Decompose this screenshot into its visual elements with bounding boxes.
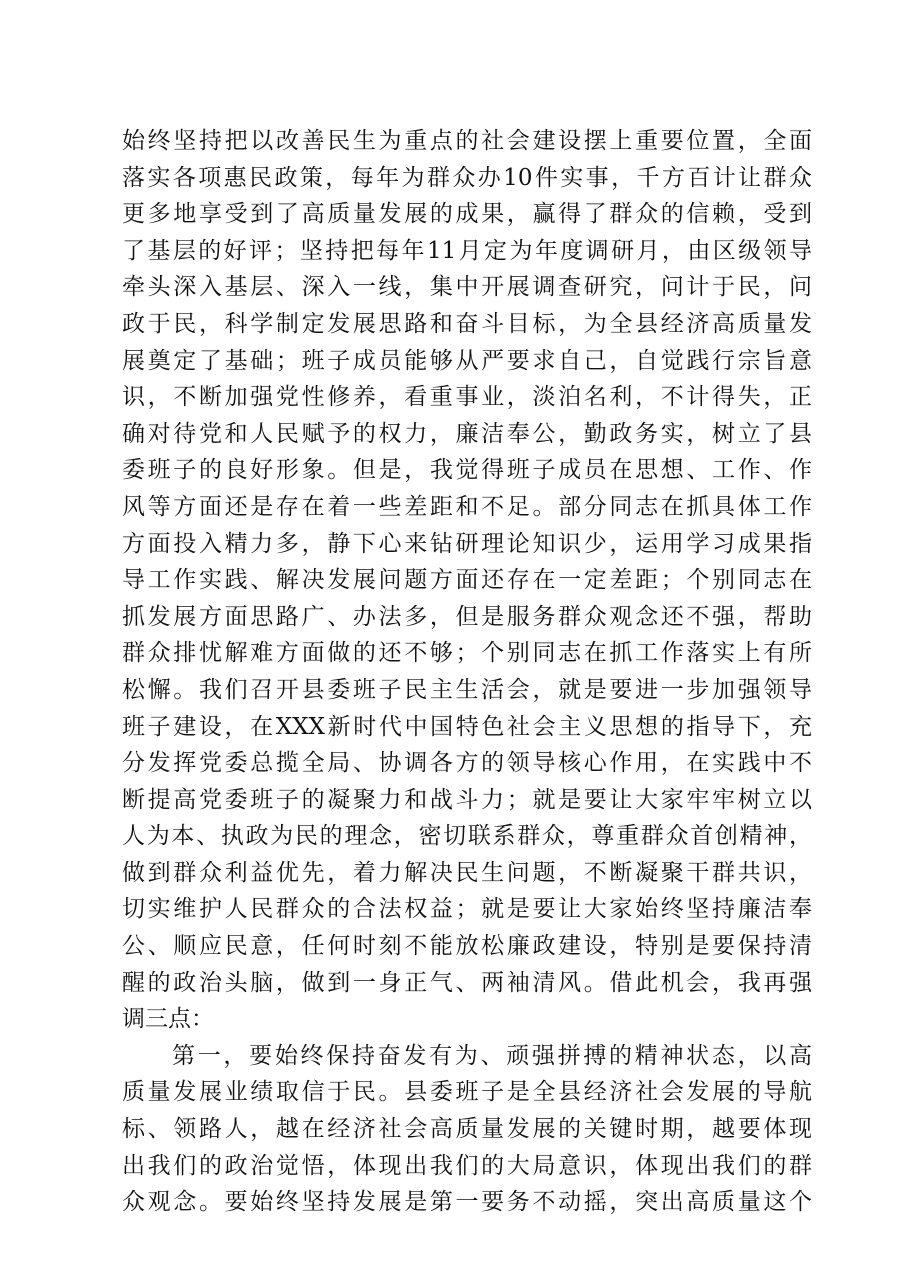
text-line: 分发挥党委总揽全局、协调各方的领导核心作用，在实践中不 bbox=[122, 750, 812, 777]
text-line: 众观念。要始终坚持发展是第一要务不动摇，突出高质量这个 bbox=[122, 1189, 812, 1216]
body-text bbox=[122, 123, 812, 1221]
text-line: 识，不断加强党性修养，看重事业，淡泊名利，不计得失，正 bbox=[122, 384, 812, 411]
text-line: 公、顺应民意，任何时刻不能放松廉政建设，特别是要保持清 bbox=[122, 933, 812, 960]
text-line: 群众排忧解难方面做的还不够；个别同志在抓工作落实上有所 bbox=[122, 640, 812, 667]
paragraph-start-line: 第一，要始终保持奋发有为、顽强拼搏的精神状态，以高 bbox=[172, 1042, 812, 1069]
text-line: 人为本、执政为民的理念，密切联系群众，尊重群众首创精神， bbox=[122, 823, 812, 850]
text-line: 做到群众利益优先，着力解决民生问题，不断凝聚干群共识， bbox=[122, 859, 812, 886]
text-line: 始终坚持把以改善民生为重点的社会建设摆上重要位置，全面 bbox=[122, 128, 812, 154]
text-line: 委班子的良好形象。但是，我觉得班子成员在思想、工作、作 bbox=[122, 457, 812, 484]
text-line: 方面投入精力多，静下心来钻研理论知识少，运用学习成果指 bbox=[122, 530, 812, 557]
text-line: 确对待党和人民赋予的权力，廉洁奉公，勤政务实，树立了县 bbox=[122, 420, 812, 447]
text-line: 牵头深入基层、深入一线，集中开展调查研究，问计于民，问 bbox=[122, 274, 812, 301]
text-line: 展奠定了基础；班子成员能够从严要求自己，自觉践行宗旨意 bbox=[122, 347, 812, 374]
text-line: 断提高党委班子的凝聚力和战斗力；就是要让大家牢牢树立以 bbox=[122, 786, 812, 813]
text-line: 风等方面还是存在着一些差距和不足。部分同志在抓具体工作 bbox=[122, 493, 812, 520]
text-line: 了基层的好评；坚持把每年11月定为年度调研月，由区级领导 bbox=[122, 237, 812, 264]
text-line: 标、领路人，越在经济社会高质量发展的关键时期，越要体现 bbox=[122, 1116, 812, 1143]
text-line: 导工作实践、解决发展问题方面还存在一定差距；个别同志在 bbox=[122, 567, 812, 594]
text-line: 班子建设，在XXX新时代中国特色社会主义思想的指导下，充 bbox=[122, 713, 812, 740]
text-line: 出我们的政治觉悟，体现出我们的大局意识，体现出我们的群 bbox=[122, 1152, 812, 1179]
text-line: 更多地享受到了高质量发展的成果，赢得了群众的信赖，受到 bbox=[122, 201, 812, 228]
text-line: 切实维护人民群众的合法权益；就是要让大家始终坚持廉洁奉 bbox=[122, 896, 812, 923]
text-line: 松懈。我们召开县委班子民主生活会，就是要进一步加强领导 bbox=[122, 676, 812, 703]
text-line: 政于民，科学制定发展思路和奋斗目标，为全县经济高质量发 bbox=[122, 310, 812, 337]
text-line: 落实各项惠民政策，每年为群众办10件实事，千方百计让群众 bbox=[122, 164, 812, 191]
text-line: 抓发展方面思路广、办法多，但是服务群众观念还不强，帮助 bbox=[122, 603, 812, 630]
text-line: 质量发展业绩取信于民。县委班子是全县经济社会发展的导航 bbox=[122, 1079, 812, 1106]
text-line: 醒的政治头脑，做到一身正气、两袖清风。借此机会，我再强 bbox=[122, 969, 812, 996]
paragraph-end-line: 调三点： bbox=[122, 1006, 214, 1033]
